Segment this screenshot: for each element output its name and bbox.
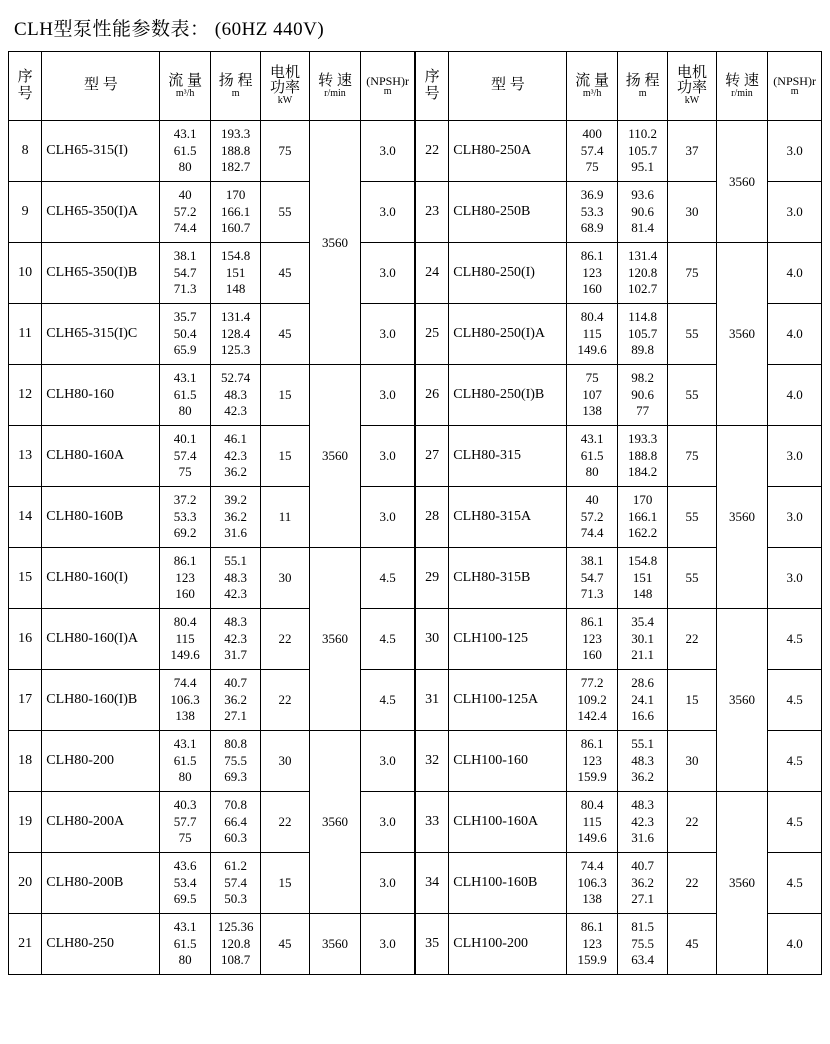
cell-speed: 3560: [716, 792, 768, 975]
cell-npsh: 4.5: [768, 853, 822, 914]
cell-seq: 34: [416, 853, 449, 914]
cell-model: CLH80-160: [42, 365, 160, 426]
cell-seq: 22: [416, 121, 449, 182]
table-header-left: [9, 52, 415, 121]
cell-seq: 33: [416, 792, 449, 853]
cell-head: 55.1 48.3 36.2: [617, 731, 667, 792]
cell-npsh: 3.0: [361, 365, 415, 426]
cell-seq: 10: [9, 243, 42, 304]
cell-head: 81.5 75.5 63.4: [617, 914, 667, 975]
col-header-speed: 转 速 r/min: [309, 52, 361, 121]
cell-npsh: 4.5: [768, 731, 822, 792]
cell-model: CLH80-200A: [42, 792, 160, 853]
cell-head: 40.7 36.2 27.1: [617, 853, 667, 914]
cell-seq: 18: [9, 731, 42, 792]
cell-seq: 27: [416, 426, 449, 487]
cell-flow: 86.1 123 160: [567, 609, 617, 670]
col-header-model: 型 号: [449, 52, 567, 121]
cell-npsh: 3.0: [361, 487, 415, 548]
cell-model: CLH80-160(I): [42, 548, 160, 609]
cell-power: 75: [261, 121, 309, 182]
cell-head: 131.4 128.4 125.3: [210, 304, 260, 365]
col-header-power: 电机 功率 kW: [668, 52, 716, 121]
cell-seq: 24: [416, 243, 449, 304]
cell-power: 45: [261, 914, 309, 975]
col-header-head: 扬 程 m: [617, 52, 667, 121]
cell-power: 55: [668, 304, 716, 365]
cell-power: 37: [668, 121, 716, 182]
cell-power: 22: [261, 792, 309, 853]
cell-npsh: 4.5: [361, 548, 415, 609]
cell-seq: 13: [9, 426, 42, 487]
cell-flow: 74.4 106.3 138: [160, 670, 210, 731]
tables-container: [8, 51, 822, 975]
table-body-right: [416, 121, 822, 975]
cell-npsh: 3.0: [768, 487, 822, 548]
cell-head: 193.3 188.8 184.2: [617, 426, 667, 487]
cell-seq: 32: [416, 731, 449, 792]
cell-flow: 80.4 115 149.6: [567, 304, 617, 365]
cell-npsh: 3.0: [361, 121, 415, 182]
cell-model: CLH100-160B: [449, 853, 567, 914]
cell-flow: 37.2 53.3 69.2: [160, 487, 210, 548]
cell-model: CLH80-160(I)B: [42, 670, 160, 731]
cell-head: 52.74 48.3 42.3: [210, 365, 260, 426]
cell-npsh: 3.0: [361, 853, 415, 914]
cell-npsh: 4.0: [768, 365, 822, 426]
cell-seq: 19: [9, 792, 42, 853]
cell-power: 45: [261, 243, 309, 304]
cell-model: CLH65-315(I)C: [42, 304, 160, 365]
cell-seq: 11: [9, 304, 42, 365]
cell-power: 75: [668, 243, 716, 304]
cell-flow: 40.1 57.4 75: [160, 426, 210, 487]
table-row: [9, 914, 415, 975]
cell-model: CLH100-160: [449, 731, 567, 792]
table-body-left: [9, 121, 415, 975]
cell-npsh: 3.0: [361, 792, 415, 853]
cell-head: 48.3 42.3 31.6: [617, 792, 667, 853]
col-header-npsh: (NPSH)r m: [768, 52, 822, 121]
cell-head: 40.7 36.2 27.1: [210, 670, 260, 731]
cell-flow: 43.1 61.5 80: [160, 365, 210, 426]
col-header-flow: 流 量 m³/h: [160, 52, 210, 121]
cell-npsh: 4.5: [768, 609, 822, 670]
cell-model: CLH80-250(I)A: [449, 304, 567, 365]
cell-model: CLH65-315(I): [42, 121, 160, 182]
table-row: [416, 243, 822, 304]
cell-seq: 28: [416, 487, 449, 548]
col-header-model: 型 号: [42, 52, 160, 121]
cell-head: 170 166.1 162.2: [617, 487, 667, 548]
cell-seq: 35: [416, 914, 449, 975]
cell-flow: 75 107 138: [567, 365, 617, 426]
col-header-flow: 流 量 m³/h: [567, 52, 617, 121]
pump-performance-table-left: [8, 51, 415, 975]
cell-npsh: 3.0: [768, 182, 822, 243]
cell-npsh: 4.0: [768, 914, 822, 975]
cell-model: CLH80-250(I)B: [449, 365, 567, 426]
cell-seq: 23: [416, 182, 449, 243]
cell-seq: 21: [9, 914, 42, 975]
col-header-head: 扬 程 m: [210, 52, 260, 121]
col-header-speed: 转 速 r/min: [716, 52, 768, 121]
cell-head: 193.3 188.8 182.7: [210, 121, 260, 182]
table-row: [416, 792, 822, 853]
cell-npsh: 4.0: [768, 243, 822, 304]
cell-model: CLH80-250B: [449, 182, 567, 243]
cell-model: CLH80-250(I): [449, 243, 567, 304]
cell-npsh: 4.0: [768, 304, 822, 365]
cell-power: 22: [261, 670, 309, 731]
col-header-power: 电机 功率 kW: [261, 52, 309, 121]
cell-flow: 43.1 61.5 80: [160, 121, 210, 182]
cell-head: 55.1 48.3 42.3: [210, 548, 260, 609]
cell-power: 55: [668, 487, 716, 548]
cell-power: 30: [261, 731, 309, 792]
cell-model: CLH65-350(I)A: [42, 182, 160, 243]
cell-seq: 17: [9, 670, 42, 731]
cell-model: CLH80-315: [449, 426, 567, 487]
cell-head: 28.6 24.1 16.6: [617, 670, 667, 731]
cell-model: CLH100-160A: [449, 792, 567, 853]
cell-flow: 86.1 123 160: [567, 243, 617, 304]
cell-speed: 3560: [716, 121, 768, 243]
cell-flow: 80.4 115 149.6: [567, 792, 617, 853]
cell-head: 80.8 75.5 69.3: [210, 731, 260, 792]
cell-power: 45: [261, 304, 309, 365]
cell-flow: 36.9 53.3 68.9: [567, 182, 617, 243]
table-row: [9, 365, 415, 426]
cell-head: 154.8 151 148: [617, 548, 667, 609]
cell-npsh: 3.0: [768, 548, 822, 609]
cell-seq: 20: [9, 853, 42, 914]
cell-model: CLH80-315A: [449, 487, 567, 548]
cell-head: 114.8 105.7 89.8: [617, 304, 667, 365]
col-header-seq: 序 号: [416, 52, 449, 121]
cell-npsh: 3.0: [768, 426, 822, 487]
cell-model: CLH100-125: [449, 609, 567, 670]
cell-seq: 8: [9, 121, 42, 182]
cell-head: 35.4 30.1 21.1: [617, 609, 667, 670]
cell-head: 61.2 57.4 50.3: [210, 853, 260, 914]
cell-npsh: 3.0: [361, 731, 415, 792]
cell-flow: 40.3 57.7 75: [160, 792, 210, 853]
cell-power: 22: [261, 609, 309, 670]
cell-speed: 3560: [309, 548, 361, 731]
cell-seq: 26: [416, 365, 449, 426]
cell-speed: 3560: [716, 243, 768, 426]
cell-model: CLH80-200: [42, 731, 160, 792]
cell-power: 15: [261, 365, 309, 426]
cell-head: 125.36 120.8 108.7: [210, 914, 260, 975]
cell-flow: 40 57.2 74.4: [160, 182, 210, 243]
cell-npsh: 4.5: [768, 670, 822, 731]
cell-flow: 74.4 106.3 138: [567, 853, 617, 914]
cell-flow: 86.1 123 159.9: [567, 731, 617, 792]
cell-npsh: 3.0: [361, 243, 415, 304]
table-row: [416, 609, 822, 670]
cell-power: 15: [261, 853, 309, 914]
cell-power: 22: [668, 792, 716, 853]
cell-model: CLH80-315B: [449, 548, 567, 609]
pump-performance-table-right: [415, 51, 822, 975]
cell-head: 39.2 36.2 31.6: [210, 487, 260, 548]
cell-power: 30: [261, 548, 309, 609]
cell-speed: 3560: [716, 426, 768, 609]
cell-npsh: 4.5: [361, 670, 415, 731]
table-row: [9, 121, 415, 182]
cell-model: CLH80-160B: [42, 487, 160, 548]
cell-flow: 80.4 115 149.6: [160, 609, 210, 670]
cell-power: 11: [261, 487, 309, 548]
table-row: [9, 548, 415, 609]
cell-npsh: 3.0: [768, 121, 822, 182]
cell-model: CLH80-250A: [449, 121, 567, 182]
col-header-npsh: (NPSH)r m: [361, 52, 415, 121]
cell-npsh: 3.0: [361, 182, 415, 243]
cell-speed: 3560: [716, 609, 768, 792]
cell-seq: 14: [9, 487, 42, 548]
cell-head: 70.8 66.4 60.3: [210, 792, 260, 853]
cell-seq: 31: [416, 670, 449, 731]
cell-flow: 38.1 54.7 71.3: [567, 548, 617, 609]
cell-npsh: 4.5: [361, 609, 415, 670]
cell-seq: 30: [416, 609, 449, 670]
cell-flow: 43.1 61.5 80: [160, 731, 210, 792]
cell-power: 55: [261, 182, 309, 243]
cell-head: 170 166.1 160.7: [210, 182, 260, 243]
cell-speed: 3560: [309, 121, 361, 365]
cell-model: CLH80-160(I)A: [42, 609, 160, 670]
cell-npsh: 3.0: [361, 426, 415, 487]
cell-flow: 400 57.4 75: [567, 121, 617, 182]
col-header-seq: [9, 52, 42, 121]
cell-power: 55: [668, 365, 716, 426]
cell-npsh: 3.0: [361, 914, 415, 975]
cell-seq: 29: [416, 548, 449, 609]
cell-speed: 3560: [309, 731, 361, 914]
cell-head: 131.4 120.8 102.7: [617, 243, 667, 304]
cell-npsh: 4.5: [768, 792, 822, 853]
cell-flow: 86.1 123 159.9: [567, 914, 617, 975]
cell-flow: 86.1 123 160: [160, 548, 210, 609]
cell-npsh: 3.0: [361, 304, 415, 365]
cell-power: 15: [261, 426, 309, 487]
cell-seq: 25: [416, 304, 449, 365]
cell-seq: 16: [9, 609, 42, 670]
cell-flow: 40 57.2 74.4: [567, 487, 617, 548]
cell-power: 55: [668, 548, 716, 609]
cell-power: 45: [668, 914, 716, 975]
cell-head: 93.6 90.6 81.4: [617, 182, 667, 243]
cell-flow: 43.6 53.4 69.5: [160, 853, 210, 914]
cell-model: CLH100-200: [449, 914, 567, 975]
cell-model: CLH100-125A: [449, 670, 567, 731]
cell-model: CLH80-200B: [42, 853, 160, 914]
cell-head: 48.3 42.3 31.7: [210, 609, 260, 670]
table-row: [9, 731, 415, 792]
cell-head: 154.8 151 148: [210, 243, 260, 304]
page-title: CLH型泵性能参数表： (60HZ 440V): [14, 19, 325, 40]
cell-seq: 12: [9, 365, 42, 426]
cell-seq: 15: [9, 548, 42, 609]
cell-flow: 35.7 50.4 65.9: [160, 304, 210, 365]
table-header-right: [416, 52, 822, 121]
cell-power: 30: [668, 731, 716, 792]
cell-power: 22: [668, 853, 716, 914]
cell-power: 22: [668, 609, 716, 670]
cell-power: 30: [668, 182, 716, 243]
cell-power: 15: [668, 670, 716, 731]
cell-model: CLH65-350(I)B: [42, 243, 160, 304]
cell-speed: 3560: [309, 365, 361, 548]
cell-power: 75: [668, 426, 716, 487]
cell-model: CLH80-160A: [42, 426, 160, 487]
cell-model: CLH80-250: [42, 914, 160, 975]
cell-head: 110.2 105.7 95.1: [617, 121, 667, 182]
table-row: [416, 121, 822, 182]
cell-flow: 77.2 109.2 142.4: [567, 670, 617, 731]
col-header-seq-line1: 序: [17, 68, 33, 85]
cell-speed: 3560: [309, 914, 361, 975]
table-row: [416, 426, 822, 487]
cell-flow: 43.1 61.5 80: [567, 426, 617, 487]
cell-head: 98.2 90.6 77: [617, 365, 667, 426]
col-header-seq-line2: 号: [17, 86, 33, 102]
cell-flow: 38.1 54.7 71.3: [160, 243, 210, 304]
cell-head: 46.1 42.3 36.2: [210, 426, 260, 487]
cell-seq: 9: [9, 182, 42, 243]
cell-flow: 43.1 61.5 80: [160, 914, 210, 975]
